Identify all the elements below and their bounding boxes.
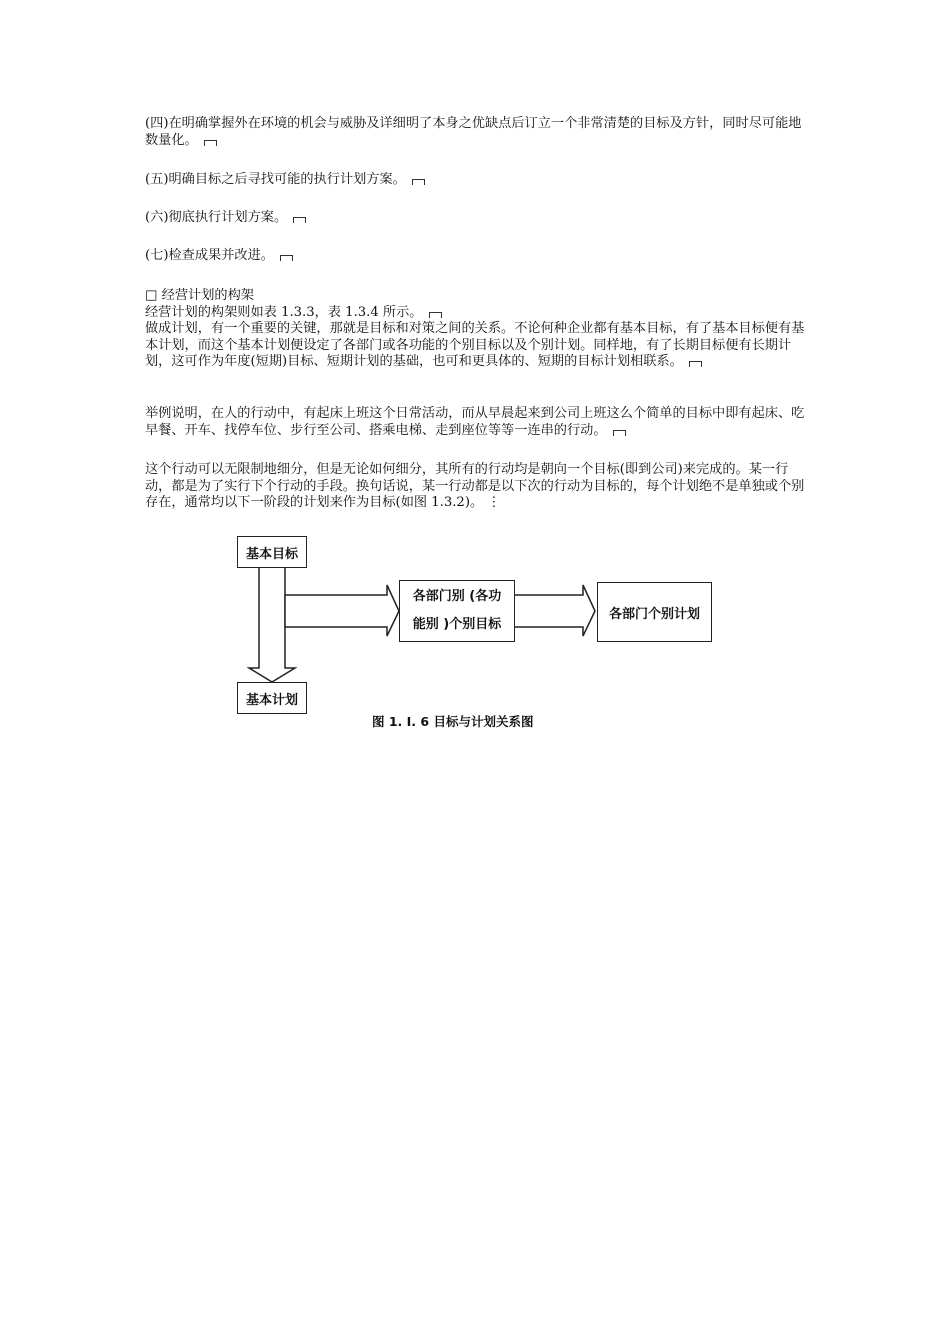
return-mark-icon — [689, 361, 702, 367]
example-paragraph-text: 举例说明，在人的行动中，有起床上班这个日常活动，而从早晨起来到公司上班这么个简单的目标中即有起床、吃早餐、开车、找停车位、步行至公司、搭乘电梯、走到座位等等一连串的行动。 — [145, 406, 805, 438]
right-arrow-1 — [285, 585, 399, 636]
dept-plan-box: 各部门个别计划 — [597, 582, 712, 642]
dept-goal-line-1: 各部门别 (各功 — [412, 589, 502, 604]
section-line-2 — [145, 321, 810, 371]
paragraph-4-text: (四)在明确掌握外在环境的机会与威胁及详细明了本身之优缺点后订立一个非常清楚的目标及方针，同时尽可能地数量化。 — [145, 116, 802, 148]
section-line-1 — [145, 305, 810, 322]
detail-paragraph — [145, 462, 810, 512]
return-mark-icon — [412, 179, 425, 185]
section-line-2-text: 做成计划，有一个重要的关键，那就是目标和对策之间的关系。不论何种企业都有基本目标，有了基本目标便有基本计划，而这个基本计划便设定了各部门或各功能的个别目标以及个别计划。同样地，有了长期目标便有长期计划，这可作为年度(短期)目标、短期计划的基础，也可和更具体的、短期的目标计划相联系。 — [145, 321, 805, 370]
paragraph-5-text: (五)明确目标之后寻找可能的执行计划方案。 — [145, 172, 406, 187]
right-arrow-2 — [514, 585, 595, 636]
paragraph-7-text: (七)检查成果并改进。 — [145, 248, 274, 263]
dept-goal-line-2: 能别 )个别目标 — [412, 617, 502, 632]
paragraph-6-text: (六)彻底执行计划方案。 — [145, 210, 288, 225]
return-mark-icon — [613, 430, 626, 436]
dept-goal-box — [399, 580, 515, 642]
section-heading: □ 经营计划的构架 — [145, 288, 254, 303]
return-mark-icon — [429, 312, 442, 318]
detail-paragraph-text: 这个行动可以无限制地细分，但是无论如何细分，其所有的行动均是朝向一个目标(即到公司)来完成的。某一行动，都是为了实行下个行动的手段。换句话说，某一行动都是以下次的行动为目标的，每个计划绝不是单独或个别存在，通常均以下一阶段的计划来作为目标(如图 1.3.2)。 — [145, 462, 805, 511]
figure-caption: 图 1. I. 6 目标与计划关系图 — [372, 714, 534, 729]
section-line-1-text: 经营计划的构架则如表 1.3.3，表 1.3.4 所示。 — [145, 304, 423, 320]
return-mark-icon — [293, 217, 306, 223]
paragraph-5 — [145, 172, 425, 189]
basic-plan-box: 基本计划 — [237, 682, 307, 714]
goal-plan-diagram — [237, 536, 717, 736]
paragraph-4 — [145, 116, 810, 149]
example-paragraph — [145, 406, 810, 439]
return-mark-icon — [280, 255, 293, 261]
detail-tail-mark: ⋮ — [487, 495, 501, 511]
paragraph-7 — [145, 248, 293, 265]
paragraph-6 — [145, 210, 306, 227]
return-mark-icon — [204, 140, 217, 146]
section-framework — [145, 288, 810, 371]
basic-goal-box: 基本目标 — [237, 536, 307, 568]
